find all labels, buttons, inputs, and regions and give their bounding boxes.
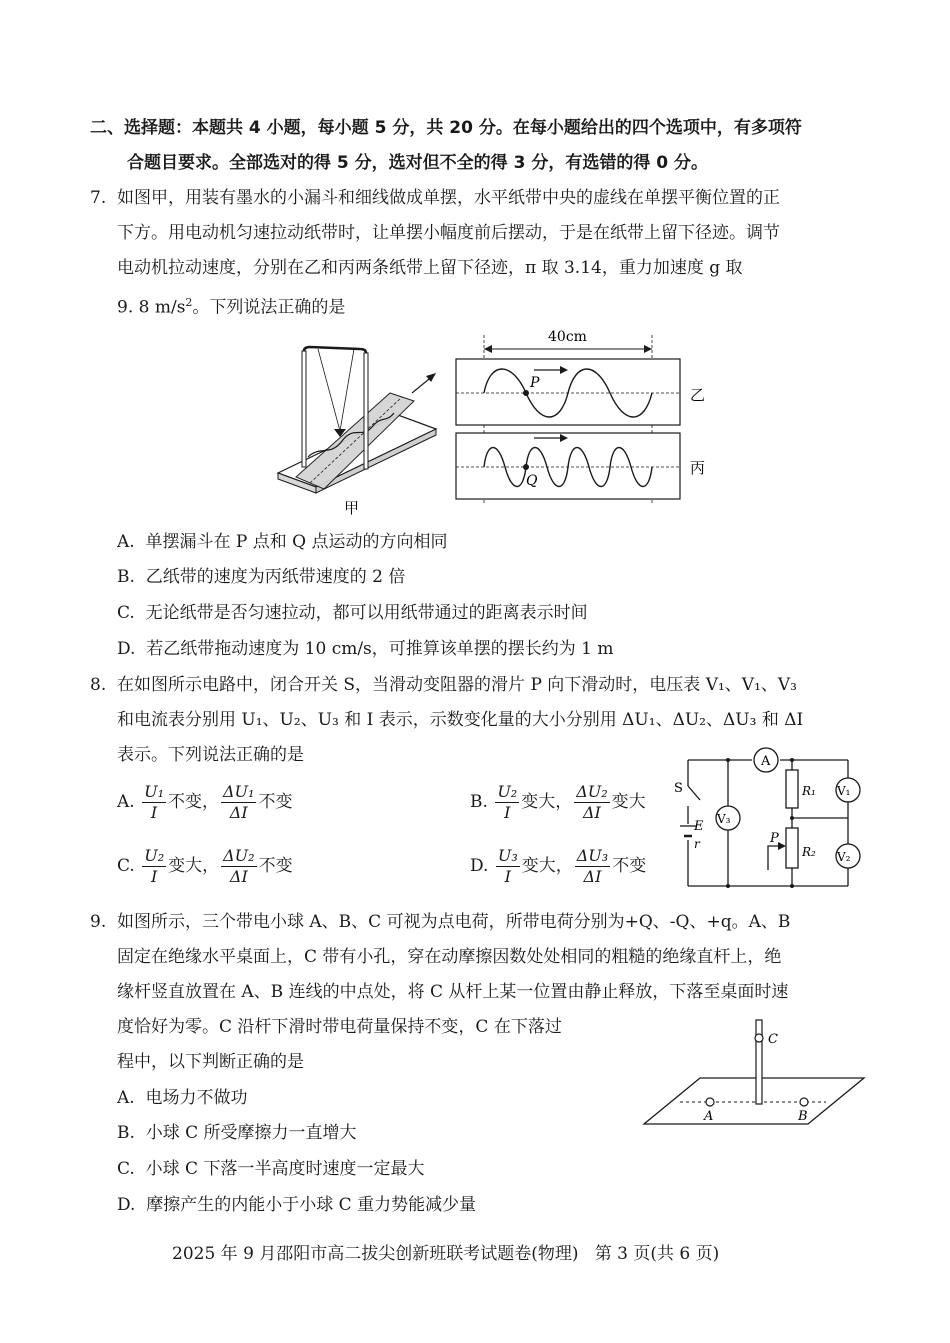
q7-option-c-letter: C. (117, 603, 135, 623)
q8-node-1 (726, 758, 730, 762)
q8-node-2 (790, 758, 794, 762)
q7-option-b-text: 乙纸带的速度为丙纸带速度的 2 倍 (145, 567, 406, 587)
q9-label-b: B (798, 1109, 808, 1124)
q7-frame-right-post (364, 353, 368, 469)
q7-number: 7. (90, 188, 107, 208)
q7-figure-strips (450, 325, 720, 510)
q9-option-b[interactable] (117, 1121, 357, 1145)
q9-figure (640, 1012, 870, 1132)
q8-option-b-text1: 变大， (521, 792, 573, 812)
q7-option-d-text: 若乙纸带拖动速度为 10 cm/s，可推算该单摆的摆长约为 1 m (146, 639, 614, 659)
q8-option-c-frac1-den: I (151, 867, 158, 886)
q9-line1: 如图所示，三个带电小球 A、B、C 可视为点电荷，所带电荷分别为+Q、-Q、+q。A、B (117, 912, 791, 932)
q8-option-d-frac2 (575, 846, 610, 887)
q8-label-a: A (761, 754, 771, 769)
q8-option-c-frac2 (221, 846, 256, 887)
q7-line1: 如图甲，用装有墨水的小漏斗和细线做成单摆，水平纸带中央的虚线在单摆平衡位置的正 (117, 188, 780, 208)
q8-option-a-frac1-den: I (150, 803, 158, 822)
q7-line4-value: 9. 8 m/s (117, 297, 186, 318)
q8-label-v3: V₃ (717, 812, 731, 826)
q8-option-a-frac2 (221, 782, 256, 823)
q8-option-b-frac2-den: ΔI (583, 803, 601, 822)
q8-option-c-letter: C. (117, 856, 135, 876)
q8-resistor-r1 (786, 770, 798, 808)
q8-option-d-text1: 变大， (521, 856, 573, 876)
q8-option-d-text2: 不变 (612, 856, 647, 876)
q8-option-d-frac2-num: ΔU₃ (576, 846, 609, 865)
q8-option-c-frac2-num: ΔU₂ (223, 846, 255, 865)
q9-option-a[interactable] (117, 1086, 248, 1110)
q8-line1: 在如图所示电路中，闭合开关 S，当滑动变阻器的滑片 P 向下滑动时，电压表 V₁、V₁、V₃ (117, 675, 797, 695)
q8-option-d[interactable] (470, 846, 646, 887)
q9-ball-a (706, 1098, 714, 1106)
q8-slider-wire (768, 846, 782, 870)
q8-circuit-diagram (672, 740, 872, 892)
q8-option-c-frac2-den: ΔI (229, 867, 248, 886)
q8-node-3 (790, 816, 794, 820)
q8-option-c[interactable] (117, 846, 293, 887)
q8-option-d-frac2-den: ΔI (583, 867, 602, 886)
q7-option-b-letter: B. (117, 567, 135, 587)
q7-line4 (117, 291, 345, 320)
q8-label-r2: R₂ (802, 845, 816, 859)
q9-option-a-letter: A. (117, 1088, 135, 1108)
q8-option-b-frac1 (495, 782, 519, 823)
q9-option-c-letter: C. (117, 1159, 135, 1179)
q7-dim-arrow-right (644, 345, 652, 353)
q7-label-bing: 丙 (690, 459, 706, 477)
q8-node-4 (790, 884, 794, 888)
q8-option-a-text1: 不变， (168, 792, 219, 812)
q8-switch-blade (688, 786, 700, 800)
q9-line3: 缘杆竖直放置在 A、B 连线的中点处，将 C 从杆上某一位置由静止释放，下落至桌面时速 (117, 982, 789, 1002)
q8-node-5 (726, 884, 730, 888)
q8-option-b-text2: 变大 (611, 792, 646, 812)
q8-option-d-frac1-num: U₃ (497, 846, 518, 865)
q7-option-c[interactable] (117, 601, 588, 625)
q9-option-c[interactable] (117, 1157, 424, 1181)
q8-label-e: E (694, 819, 704, 834)
q8-option-c-frac1 (142, 846, 166, 887)
q8-label-v2: V₂ (837, 850, 851, 864)
q8-resistor-r2 (786, 828, 798, 868)
page-footer: 2025 年 9 月邵阳市高二拔尖创新班联考试题卷(物理) 第 3 页(共 6 页) (172, 1244, 720, 1264)
q7-frame-top-bar (304, 347, 366, 353)
q7-label-p: P (530, 375, 540, 391)
q7-option-d-letter: D. (117, 639, 136, 659)
q9-table-surface (644, 1078, 864, 1124)
q8-label-p: P (770, 831, 779, 846)
q9-option-c-text: 小球 C 下落一半高度时速度一定最大 (145, 1159, 425, 1179)
section-header-line1: 二、选择题：本题共 4 小题，每小题 5 分，共 20 分。在每小题给出的四个选项中，有多项符 (90, 118, 802, 138)
q8-option-a-frac1 (142, 782, 166, 823)
q9-label-c: C (768, 1032, 778, 1047)
q8-option-b-frac1-den: I (504, 803, 511, 822)
q7-string-left (318, 349, 340, 431)
q7-label-q: Q (526, 473, 538, 489)
q8-option-d-frac1-den: I (504, 867, 511, 886)
q8-option-c-text2: 不变 (258, 856, 293, 876)
q7-dim-label: 40cm (548, 329, 587, 345)
q8-option-b-frac1-num: U₂ (497, 782, 518, 801)
q8-option-b[interactable] (470, 782, 646, 823)
q8-option-b-frac2 (574, 782, 609, 823)
q8-option-a-text2: 不变 (258, 792, 293, 812)
q7-option-d[interactable] (117, 637, 614, 661)
q9-label-a: A (704, 1109, 714, 1124)
q9-ball-b (800, 1098, 808, 1106)
q7-string-right (340, 349, 354, 431)
q8-option-b-letter: B. (470, 792, 488, 812)
q7-option-a[interactable] (117, 530, 448, 554)
q8-option-a-frac1-num: U₁ (144, 782, 164, 801)
q7-figure-jia (268, 345, 448, 520)
q9-line2: 固定在绝缘水平桌面上，C 带有小孔，穿在动摩擦因数处处相同的粗糙的绝缘直杆上，绝 (117, 947, 782, 967)
q9-option-b-text: 小球 C 所受摩擦力一直增大 (145, 1123, 357, 1143)
q8-option-a[interactable] (117, 782, 292, 823)
q9-line4: 度恰好为零。C 沿杆下滑时带电荷量保持不变，C 在下落过 (117, 1017, 562, 1037)
q8-option-d-letter: D. (470, 856, 489, 876)
q9-ball-c (755, 1034, 763, 1042)
q9-option-d-letter: D. (117, 1195, 136, 1215)
q8-label-r1: R₁ (802, 784, 816, 798)
q7-point-p (523, 390, 529, 396)
q7-dim-arrow-left (484, 345, 492, 353)
q9-number: 9. (90, 912, 107, 932)
q9-option-b-letter: B. (117, 1123, 135, 1143)
q8-number: 8. (90, 675, 107, 695)
q8-line3: 表示。下列说法正确的是 (117, 745, 304, 765)
q8-option-a-letter: A. (117, 792, 135, 812)
q7-line2: 下方。用电动机匀速拉动纸带时，让单摆小幅度前后摆动，于是在纸带上留下径迹。调节 (117, 223, 780, 243)
section-header-line2: 合题目要求。全部选对的得 5 分，选对但不全的得 3 分，有选错的得 0 分。 (127, 153, 708, 173)
q9-line5: 程中，以下判断正确的是 (117, 1052, 304, 1072)
q7-label-yi: 乙 (690, 386, 706, 404)
q9-option-a-text: 电场力不做功 (145, 1088, 248, 1108)
q7-line4-exponent: 2 (185, 296, 193, 309)
q7-option-b[interactable] (117, 565, 405, 589)
q9-vertical-rod (756, 1020, 762, 1104)
q8-label-s: S (674, 781, 683, 796)
q7-option-a-letter: A. (117, 532, 135, 552)
q8-label-v1: V₁ (837, 784, 851, 798)
q7-option-a-text: 单摆漏斗在 P 点和 Q 点运动的方向相同 (145, 532, 448, 552)
q8-label-r: r (694, 837, 700, 851)
q7-point-q (523, 464, 529, 470)
q9-option-d-text: 摩擦产生的内能小于小球 C 重力势能减少量 (146, 1195, 477, 1215)
q8-option-c-frac1-num: U₂ (144, 846, 165, 865)
q8-line2: 和电流表分别用 U₁、U₂、U₃ 和 I 表示，示数变化量的大小分别用 ΔU₁、ΔU₂、ΔU₃ 和 ΔI (117, 710, 804, 730)
q8-option-a-frac2-num: ΔU₁ (223, 782, 255, 801)
q8-option-c-text1: 变大， (168, 856, 220, 876)
q9-option-d[interactable] (117, 1193, 476, 1217)
q8-slider-arrowhead (778, 842, 786, 850)
q7-line4-tail: 。下列说法正确的是 (192, 297, 346, 318)
q7-line3: 电动机拉动速度，分别在乙和丙两条纸带上留下径迹，π 取 3.14，重力加速度 g 取 (117, 258, 743, 278)
q7-label-jia: 甲 (344, 499, 360, 517)
q8-option-b-frac2-num: ΔU₂ (576, 782, 608, 801)
q7-frame-left-post (302, 351, 306, 467)
q7-option-c-text: 无论纸带是否匀速拉动，都可以用纸带通过的距离表示时间 (145, 603, 588, 623)
q8-option-a-frac2-den: ΔI (229, 803, 248, 822)
q8-option-d-frac1 (496, 846, 520, 887)
